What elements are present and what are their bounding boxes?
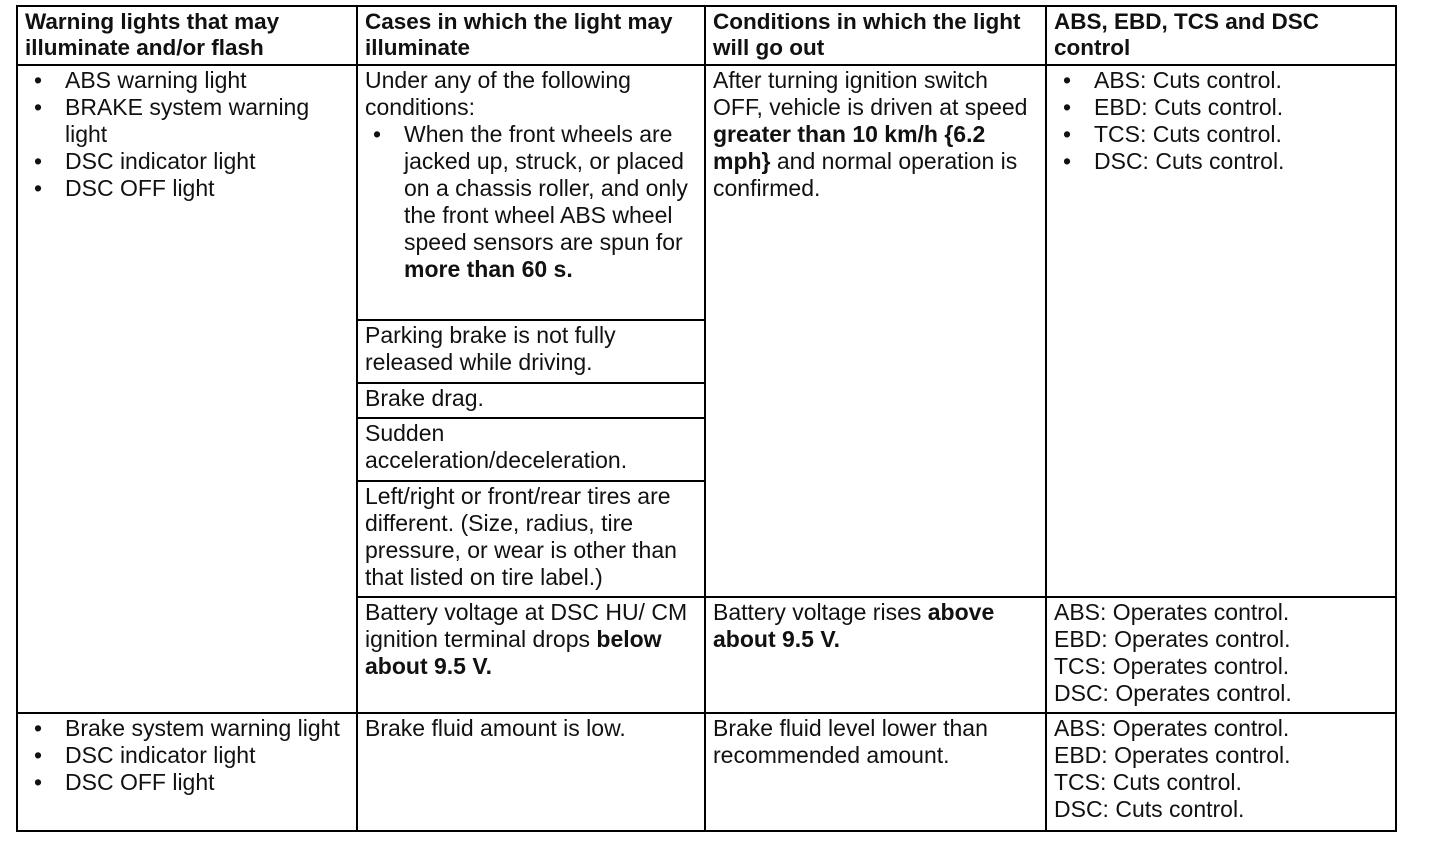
group1-case5-cell: Left/right or front/rear tires are different. (Size, radius, tire pressure, or wear is other than that listed on tire label.) bbox=[357, 481, 705, 597]
goes-out6-bold: above about 9.5 V. bbox=[713, 599, 995, 652]
group1-lights-cell bbox=[17, 65, 357, 713]
group1-case3-cell: Brake drag. bbox=[357, 383, 705, 418]
group1-lights-list bbox=[25, 67, 350, 202]
group2-control-cell bbox=[1046, 713, 1396, 831]
group1-goes-out-cell bbox=[705, 65, 1046, 597]
list-item: • BRAKE system warning light bbox=[25, 94, 350, 148]
list-item: • DSC indicator light bbox=[25, 742, 350, 769]
table-row bbox=[17, 713, 1396, 831]
case1-bullet-text: When the front wheels are jacked up, struck, or placed on a chassis roller, and only the front wheel ABS wheel speed sensors are spun for bbox=[404, 121, 688, 255]
case1-intro: Under any of the following conditions: bbox=[365, 67, 631, 120]
header-cases: Cases in which the light may illuminate bbox=[357, 6, 705, 65]
control-line: EBD: Operates control. bbox=[1054, 626, 1291, 652]
group2-case-cell: Brake fluid amount is low. bbox=[357, 713, 705, 831]
group2-goes-out-cell: Brake fluid level lower than recommended amount. bbox=[705, 713, 1046, 831]
goes-out-bold: greater than 10 km/h {6.2 mph} bbox=[713, 121, 986, 174]
goes-out-text: After turning ignition switch OFF, vehicle is driven at speed bbox=[713, 67, 1028, 120]
list-item: • DSC OFF light bbox=[25, 175, 350, 202]
group1-control-cell bbox=[1046, 65, 1396, 597]
group1-case6-cell bbox=[357, 597, 705, 713]
control-line: DSC: Cuts control. bbox=[1054, 796, 1245, 822]
goes-out-text-end: and normal operation is confirmed. bbox=[713, 148, 1018, 201]
list-item: • Brake system warning light bbox=[25, 715, 350, 742]
group2-lights-list bbox=[25, 715, 350, 796]
list-item: • DSC indicator light bbox=[25, 148, 350, 175]
control-line: DSC: Operates control. bbox=[1054, 680, 1292, 706]
list-item: • DSC OFF light bbox=[25, 769, 350, 796]
group1-case1-cell bbox=[357, 65, 705, 320]
header-warning-lights: Warning lights that may illuminate and/or flash bbox=[17, 6, 357, 65]
group1-case2-cell: Parking brake is not fully released while driving. bbox=[357, 320, 705, 383]
group1-control6-cell bbox=[1046, 597, 1396, 713]
goes-out6-text: Battery voltage rises bbox=[713, 599, 928, 625]
group1-case4-cell: Sudden acceleration/deceleration. bbox=[357, 418, 705, 481]
case1-sublist bbox=[365, 121, 698, 283]
control-line: ABS: Operates control. bbox=[1054, 599, 1290, 625]
list-item: • TCS: Cuts control. bbox=[1054, 121, 1389, 148]
header-control: ABS, EBD, TCS and DSC control bbox=[1046, 6, 1396, 65]
group1-control-list bbox=[1054, 67, 1389, 175]
control-line: EBD: Operates control. bbox=[1054, 742, 1291, 768]
group2-lights-cell bbox=[17, 713, 357, 831]
group1-goes-out6-cell bbox=[705, 597, 1046, 713]
case6-bold: below about 9.5 V. bbox=[365, 626, 662, 679]
table-row bbox=[17, 65, 1396, 320]
list-item: • ABS warning light bbox=[25, 67, 350, 94]
header-conditions: Conditions in which the light will go out bbox=[705, 6, 1046, 65]
control-line: TCS: Cuts control. bbox=[1054, 769, 1242, 795]
case6-text: Battery voltage at DSC HU/ CM ignition terminal drops bbox=[365, 599, 688, 652]
list-item: • DSC: Cuts control. bbox=[1054, 148, 1389, 175]
list-item bbox=[365, 121, 698, 283]
list-item: • ABS: Cuts control. bbox=[1054, 67, 1389, 94]
header-row bbox=[17, 6, 1396, 65]
case1-bullet-bold: more than 60 s. bbox=[404, 256, 573, 282]
warning-light-table bbox=[16, 5, 1397, 832]
control-line: ABS: Operates control. bbox=[1054, 715, 1290, 741]
list-item: • EBD: Cuts control. bbox=[1054, 94, 1389, 121]
control-line: TCS: Operates control. bbox=[1054, 653, 1290, 679]
